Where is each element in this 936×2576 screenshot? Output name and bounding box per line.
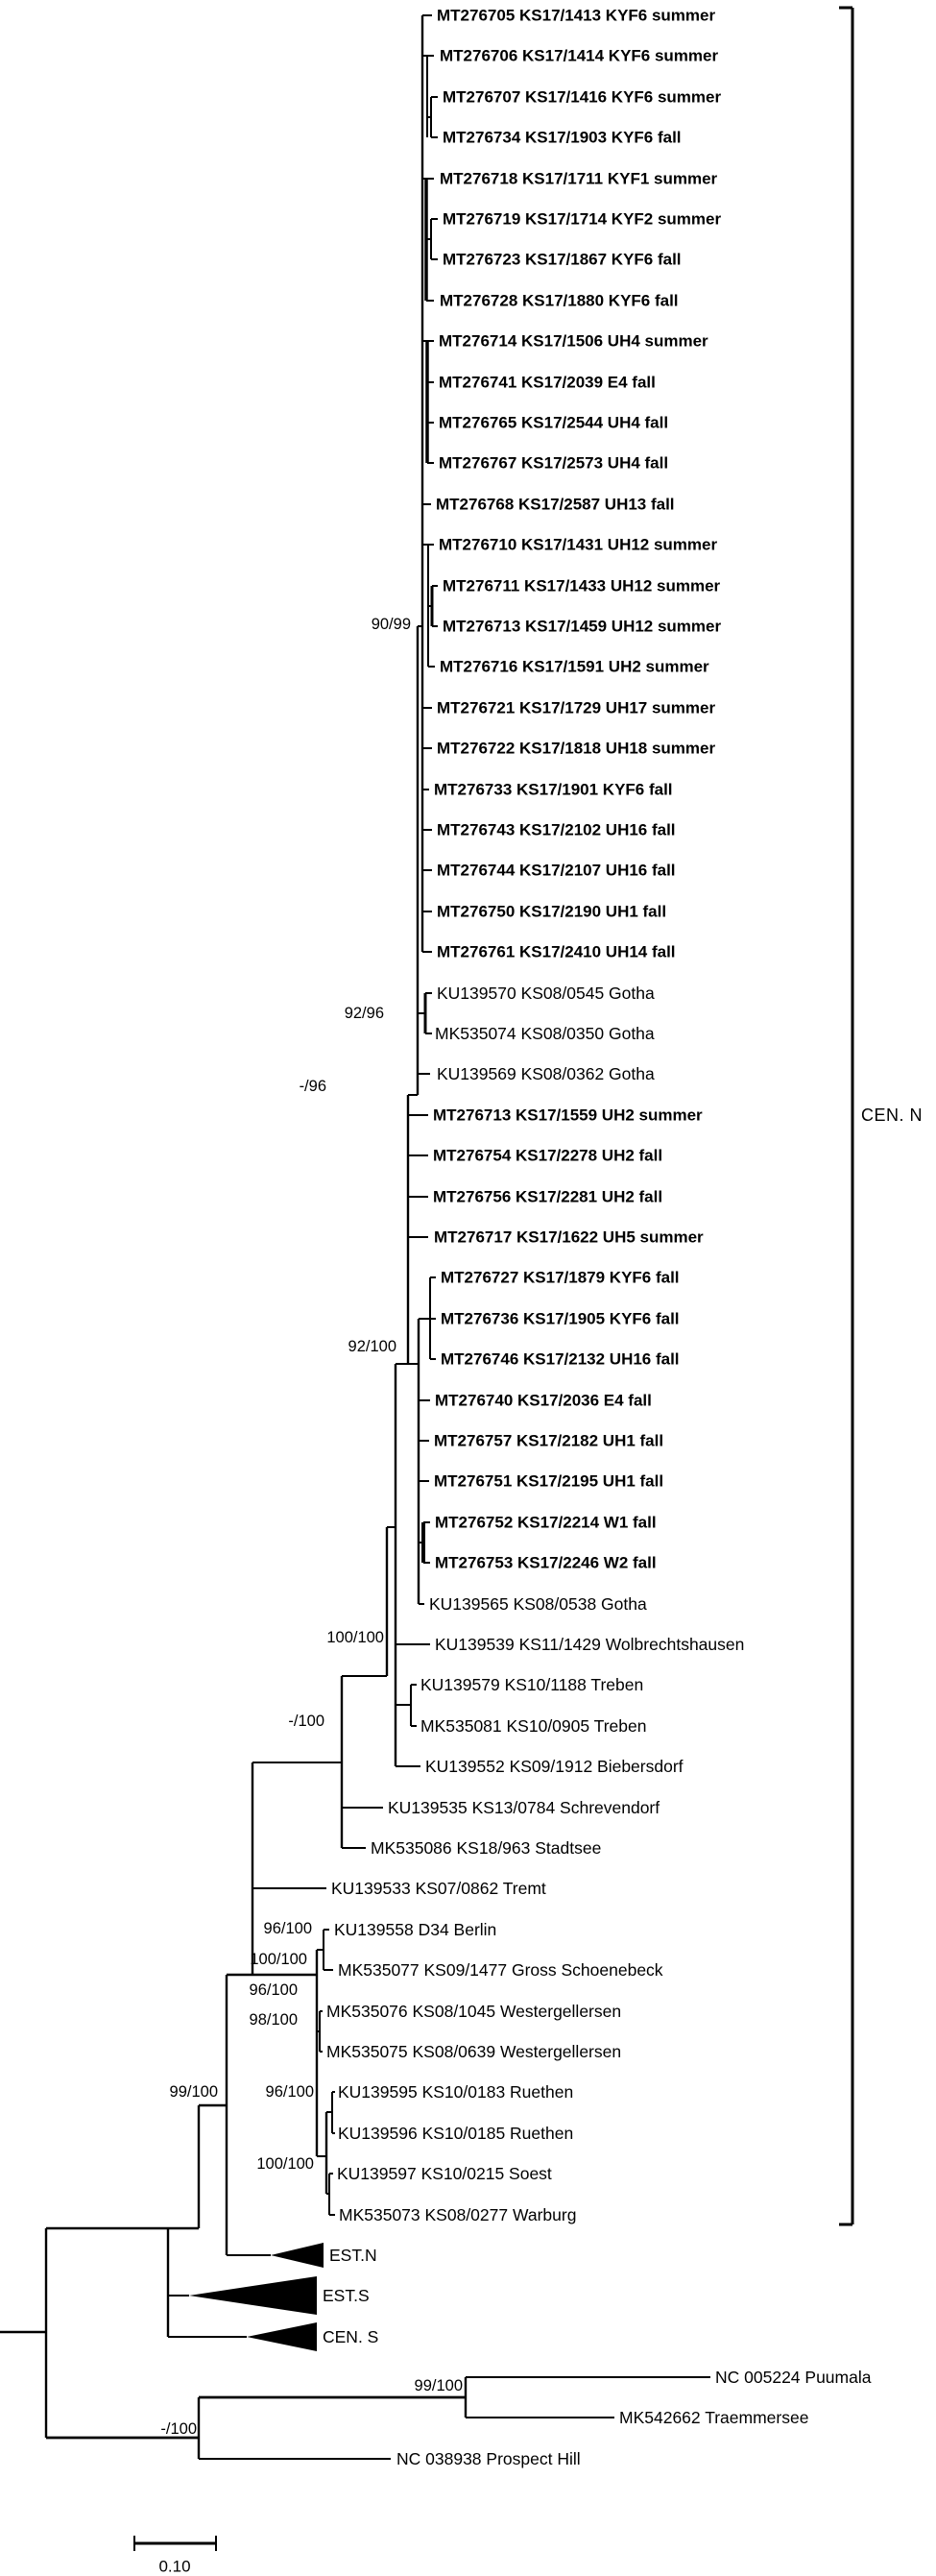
taxon-label: MT276741 KS17/2039 E4 fall [439, 373, 656, 392]
taxon-label: MT276718 KS17/1711 KYF1 summer [440, 169, 718, 188]
taxon-label: KU139558 D34 Berlin [334, 1920, 497, 1939]
taxon-label: MT276717 KS17/1622 UH5 summer [434, 1227, 704, 1247]
taxon-label: MT276765 KS17/2544 UH4 fall [439, 413, 669, 432]
taxon-label: MT276757 KS17/2182 UH1 fall [434, 1431, 664, 1450]
taxon-label: MT276710 KS17/1431 UH12 summer [439, 535, 718, 554]
taxon-label: KU139539 KS11/1429 Wolbrechtshausen [435, 1635, 745, 1654]
taxon-label: KU139565 KS08/0538 Gotha [429, 1594, 647, 1614]
taxon-label: MT276736 KS17/1905 KYF6 fall [441, 1309, 680, 1328]
taxon-label: MK542662 Traemmersee [619, 2408, 809, 2427]
taxon-label: MT276756 KS17/2281 UH2 fall [433, 1187, 663, 1206]
taxon-label: KU139533 KS07/0862 Tremt [331, 1879, 546, 1898]
taxon-label: MT276744 KS17/2107 UH16 fall [437, 861, 676, 880]
taxon-label: MT276746 KS17/2132 UH16 fall [441, 1349, 680, 1369]
taxon-label: MT276719 KS17/1714 KYF2 summer [443, 209, 722, 229]
collapsed-clade-triangle [247, 2322, 317, 2351]
taxon-label: MT276707 KS17/1416 KYF6 summer [443, 87, 722, 107]
collapsed-clade-triangle [271, 2243, 324, 2268]
support-value: 99/100 [169, 2083, 218, 2101]
taxon-label: MT276734 KS17/1903 KYF6 fall [443, 128, 682, 147]
clade-bracket-label: CEN. N [861, 1106, 924, 1125]
taxon-label: MT276761 KS17/2410 UH14 fall [437, 942, 676, 961]
taxon-label: MT276751 KS17/2195 UH1 fall [434, 1471, 664, 1491]
support-value: 96/100 [265, 2083, 314, 2101]
collapsed-clade-triangle [189, 2276, 317, 2315]
taxon-label: MK535086 KS18/963 Stadtsee [371, 1838, 602, 1858]
taxon-label: MT276716 KS17/1591 UH2 summer [440, 657, 709, 676]
taxon-label: MK535077 KS09/1477 Gross Schoenebeck [338, 1960, 663, 1980]
taxon-label: MK535076 KS08/1045 Westergellersen [326, 2002, 622, 2021]
taxon-label: MK535073 KS08/0277 Warburg [339, 2205, 577, 2224]
taxon-label: MT276728 KS17/1880 KYF6 fall [440, 291, 679, 310]
taxon-label: NC 005224 Puumala [715, 2368, 872, 2387]
taxon-label: MT276733 KS17/1901 KYF6 fall [434, 780, 673, 799]
taxon-label: MK535081 KS10/0905 Treben [420, 1716, 647, 1736]
taxon-label: MT276754 KS17/2278 UH2 fall [433, 1146, 663, 1165]
taxon-label: KU139596 KS10/0185 Ruethen [338, 2124, 574, 2143]
taxon-label: MT276767 KS17/2573 UH4 fall [439, 453, 669, 473]
taxon-label: MT276768 KS17/2587 UH13 fall [436, 495, 675, 514]
taxon-label: MT276713 KS17/1559 UH2 summer [433, 1106, 703, 1125]
collapsed-clade-label: EST.N [329, 2246, 377, 2265]
taxon-label: MT276711 KS17/1433 UH12 summer [443, 576, 721, 595]
taxon-label: MT276706 KS17/1414 KYF6 summer [440, 46, 719, 65]
taxon-label: MT276743 KS17/2102 UH16 fall [437, 820, 676, 839]
taxon-label: MT276740 KS17/2036 E4 fall [435, 1391, 652, 1410]
taxon-label: MT276750 KS17/2190 UH1 fall [437, 902, 667, 921]
taxon-label: MT276753 KS17/2246 W2 fall [435, 1553, 657, 1572]
scale-bar-label: 0.10 [158, 2557, 191, 2576]
support-value: 96/100 [263, 1920, 312, 1937]
taxon-label: KU139579 KS10/1188 Treben [420, 1675, 644, 1694]
support-value: -/96 [299, 1078, 326, 1095]
taxon-label: KU139570 KS08/0545 Gotha [437, 984, 655, 1003]
taxon-label: KU139569 KS08/0362 Gotha [437, 1064, 655, 1083]
support-value: 92/96 [344, 1005, 384, 1022]
support-value: 98/100 [249, 2011, 298, 2029]
collapsed-clade-label: EST.S [323, 2286, 370, 2305]
taxon-label: KU139535 KS13/0784 Schrevendorf [388, 1798, 660, 1817]
taxon-label: MT276752 KS17/2214 W1 fall [435, 1513, 657, 1532]
taxon-label: MT276723 KS17/1867 KYF6 fall [443, 250, 682, 269]
taxon-label: MK535074 KS08/0350 Gotha [435, 1024, 655, 1043]
taxon-label: MK535075 KS08/0639 Westergellersen [326, 2042, 622, 2061]
taxon-label: MT276714 KS17/1506 UH4 summer [439, 331, 708, 351]
support-value: 99/100 [414, 2377, 463, 2394]
taxon-label: KU139552 KS09/1912 Biebersdorf [425, 1757, 684, 1776]
support-value: 96/100 [249, 1981, 298, 1999]
taxon-label: NC 038938 Prospect Hill [396, 2449, 581, 2468]
taxon-label: MT276705 KS17/1413 KYF6 summer [437, 6, 716, 25]
taxon-label: MT276713 KS17/1459 UH12 summer [443, 617, 722, 636]
support-value: 100/100 [250, 1951, 307, 1968]
support-value: 92/100 [348, 1338, 396, 1355]
taxon-label: MT276727 KS17/1879 KYF6 fall [441, 1268, 680, 1287]
support-value: -/100 [160, 2420, 197, 2438]
collapsed-clade-label: CEN. S [323, 2327, 379, 2346]
taxon-label: KU139595 KS10/0183 Ruethen [338, 2082, 574, 2102]
support-value: -/100 [288, 1713, 324, 1730]
support-value: 100/100 [256, 2155, 314, 2173]
taxon-label: KU139597 KS10/0215 Soest [337, 2164, 552, 2183]
support-value: 90/99 [371, 616, 411, 633]
taxon-label: MT276722 KS17/1818 UH18 summer [437, 739, 716, 758]
taxon-label: MT276721 KS17/1729 UH17 summer [437, 698, 716, 717]
support-value: 100/100 [326, 1629, 384, 1646]
